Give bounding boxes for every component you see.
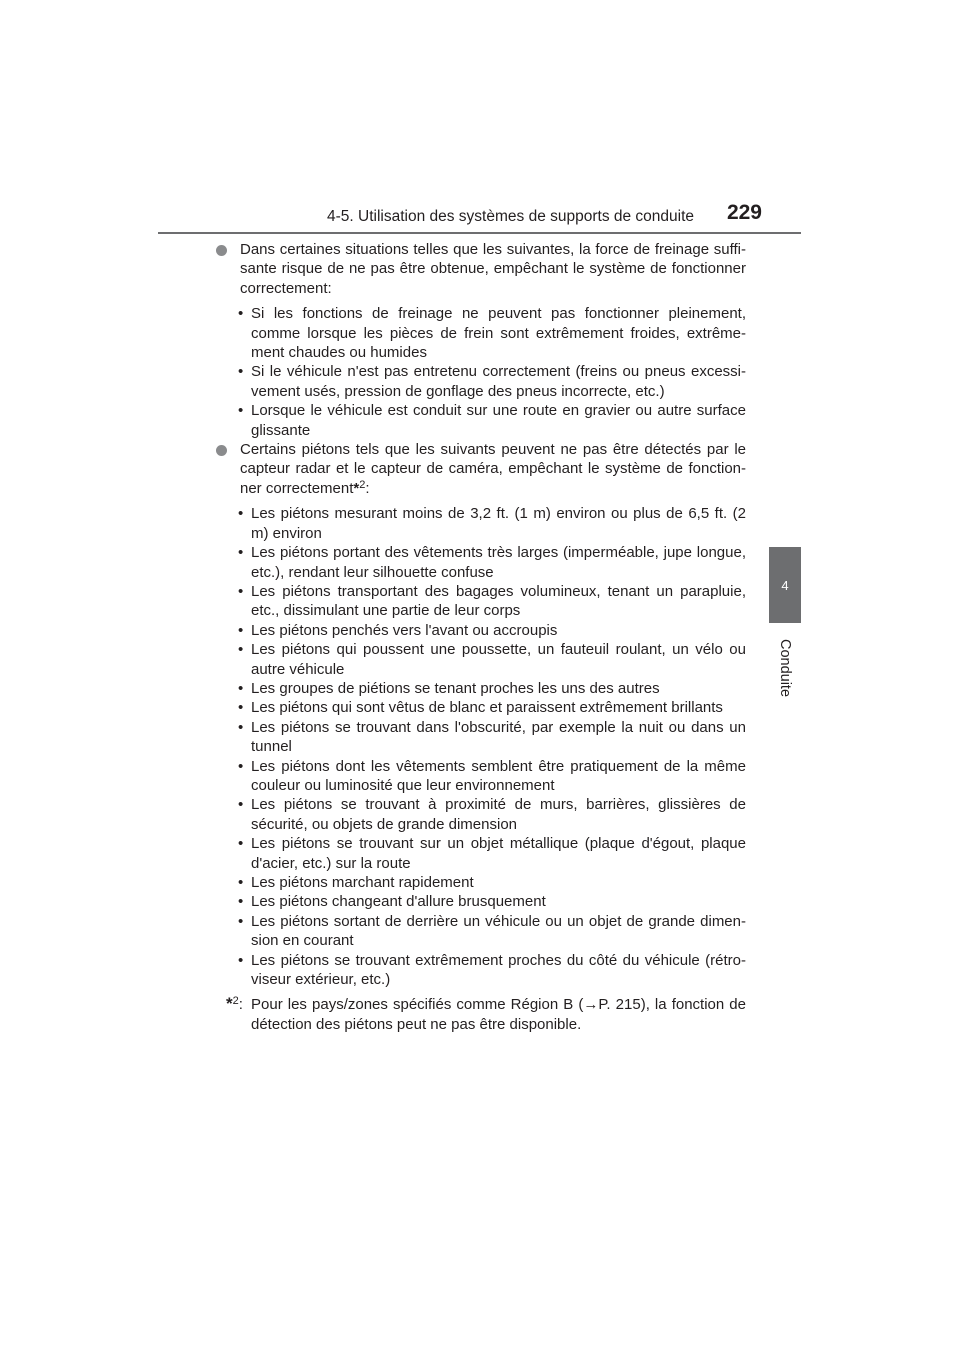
footnote-marker <box>226 994 243 1014</box>
chapter-tab[interactable] <box>769 547 801 623</box>
list-item: • Si le véhicule n'est pas entretenu correctement (freins ou pneus excessi-vement usés, pression de gonflage des pneus incorrecte, etc.) <box>251 362 746 401</box>
list-item: • Les piétons portant des vêtements très larges (imperméable, jupe longue, etc.), rendant leur silhouette confuse <box>251 543 746 582</box>
footnote-mark: * <box>226 994 233 1014</box>
footnote-ref-mark: * <box>353 479 360 497</box>
footnote <box>216 995 746 1034</box>
page-number: 229 <box>726 201 762 224</box>
page-content <box>216 240 746 1049</box>
list-item: • Les piétons mesurant moins de 3,2 ft. (1 m) environ ou plus de 6,5 ft. (2 m) environ <box>251 504 746 543</box>
pedestrian-conditions-list <box>216 504 746 989</box>
list-item: • Les piétons penchés vers l'avant ou accroupis <box>251 621 746 640</box>
list-item: • Les piétons qui poussent une poussette, un fauteuil roulant, un vélo ou autre véhicule <box>251 640 746 679</box>
list-item: • Les piétons dont les vêtements semblent être pratiquement de la même couleur ou luminosité que leur environnement <box>251 757 746 796</box>
section-intro: Certains piétons tels que les suivants peuvent ne pas être détectés par le capteur radar et le capteur de caméra, empêchant le système de fonction-ner correctement <box>240 441 746 497</box>
list-item: • Les piétons transportant des bagages volumineux, tenant un parapluie, etc., dissimulant une partie de leur corps <box>251 582 746 621</box>
footnote-colon: : <box>238 996 243 1014</box>
braking-conditions-list <box>216 304 746 440</box>
list-item: • Les piétons se trouvant à proximité de murs, barrières, glissières de sécurité, ou objets de grande dimension <box>251 795 746 834</box>
list-item: • Les piétons sortant de derrière un véhicule ou un objet de grande dimen-sion en courant <box>251 912 746 951</box>
list-item: • Les piétons se trouvant sur un objet métallique (plaque d'égout, plaque d'acier, etc.) sur la route <box>251 834 746 873</box>
list-item: • Les piétons qui sont vêtus de blanc et paraissent extrêmement brillants <box>251 698 746 717</box>
list-item: • Les piétons marchant rapidement <box>251 873 746 892</box>
section-pedestrians <box>216 440 746 498</box>
list-item: • Si les fonctions de freinage ne peuvent pas fonctionner pleinement, comme lorsque les pièces de frein sont extrêmement froides, extrême-ment chaudes ou humides <box>251 304 746 362</box>
bullet-circle-icon <box>216 245 227 256</box>
list-item: • Lorsque le véhicule est conduit sur une route en gravier ou autre surface glissante <box>251 401 746 440</box>
header-divider <box>158 232 801 234</box>
list-item: • Les groupes de piétions se tenant proches les uns des autres <box>251 679 746 698</box>
chapter-number: 4 <box>781 577 789 593</box>
intro-colon: : <box>365 479 370 497</box>
section-braking <box>216 240 746 298</box>
bullet-circle-icon <box>216 445 227 456</box>
section-header: 4-5. Utilisation des systèmes de supports de conduite <box>327 208 695 225</box>
footnote-number: 2 <box>232 995 239 1008</box>
footnote-ref-number: 2 <box>359 478 366 491</box>
list-item: • Les piétons se trouvant dans l'obscurité, par exemple la nuit ou dans un tunnel <box>251 718 746 757</box>
chapter-label-text: Conduite <box>777 638 794 698</box>
list-item: • Les piétons changeant d'allure brusquement <box>251 892 746 911</box>
section-intro: Dans certaines situations telles que les suivantes, la force de freinage suffi-sante risque de ne pas être obtenue, empêchant le système de fonctionner correctement: <box>240 241 746 297</box>
footnote-text: Pour les pays/zones spécifiés comme Région B (→P. 215), la fonction de détection des piétons peut ne pas être disponible. <box>251 996 746 1033</box>
list-item: • Les piétons se trouvant extrêmement proches du côté du véhicule (rétro-viseur extérieur, etc.) <box>251 951 746 990</box>
chapter-label <box>769 623 801 713</box>
